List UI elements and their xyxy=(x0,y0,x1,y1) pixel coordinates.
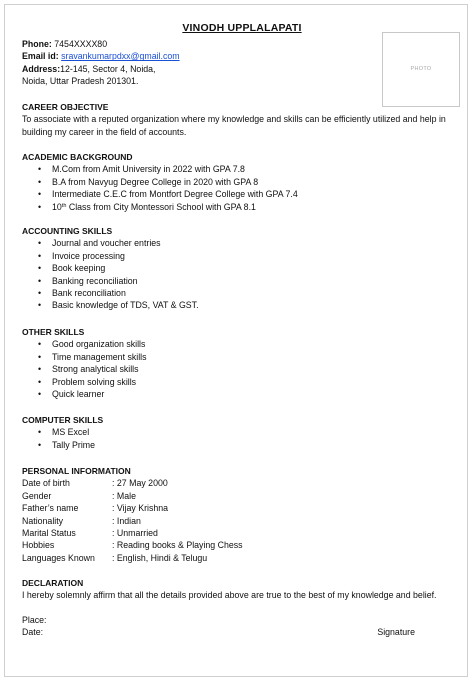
info-row-hobbies xyxy=(22,539,462,551)
list-item-text: Problem solving skills xyxy=(52,376,137,387)
bullet-icon: • xyxy=(38,201,42,212)
email-link[interactable]: sravankumarpdxx@gmail.com xyxy=(61,51,180,62)
list-item-text: Bank reconciliation xyxy=(52,288,126,299)
list-item-number: 10 xyxy=(52,201,62,212)
email-label: Email id: xyxy=(22,51,59,62)
info-value: : 27 May 2000 xyxy=(112,478,168,489)
list-item xyxy=(22,237,462,249)
list-item xyxy=(22,287,462,299)
info-row-father xyxy=(22,502,462,514)
bullet-icon: • xyxy=(38,250,42,261)
list-item-text: Book keeping xyxy=(52,263,106,274)
info-value: : Reading books & Playing Chess xyxy=(112,540,243,551)
bullet-icon: • xyxy=(38,300,42,311)
bullet-icon: • xyxy=(38,288,42,299)
career-objective-heading: CAREER OBJECTIVE xyxy=(22,102,109,112)
declaration-heading: DECLARATION xyxy=(22,578,84,588)
computer-skills-heading: COMPUTER SKILLS xyxy=(22,415,104,425)
other-skills-list xyxy=(22,338,462,400)
info-row-dob xyxy=(22,477,462,489)
declaration-section xyxy=(22,577,462,639)
list-item xyxy=(22,176,462,188)
list-item xyxy=(22,201,462,213)
date-label: Date: xyxy=(22,627,44,638)
list-item-text: Strong analytical skills xyxy=(52,364,139,375)
info-row-nationality xyxy=(22,515,462,527)
personal-info-heading: PERSONAL INFORMATION xyxy=(22,466,131,476)
list-item-text: B.A from Navyug Degree College in 2020 with GPA 8 xyxy=(52,176,259,187)
address-line-2: Noida, Uttar Pradesh 201301. xyxy=(22,76,139,87)
academic-list xyxy=(22,163,462,213)
list-item xyxy=(22,188,462,200)
list-item-text: Banking reconciliation xyxy=(52,275,138,286)
photo-placeholder xyxy=(382,32,460,107)
list-item xyxy=(22,163,462,175)
bullet-icon: • xyxy=(38,439,42,450)
info-value: : Indian xyxy=(112,515,141,526)
accounting-skills-heading: ACCOUNTING SKILLS xyxy=(22,226,113,236)
bullet-icon: • xyxy=(38,189,42,200)
bullet-icon: • xyxy=(38,263,42,274)
address-row-2 xyxy=(22,75,362,87)
ordinal-suffix: th xyxy=(61,202,67,209)
bullet-icon: • xyxy=(38,176,42,187)
list-item xyxy=(22,439,462,451)
list-item xyxy=(22,376,462,388)
other-skills-heading: OTHER SKILLS xyxy=(22,327,85,337)
bullet-icon: • xyxy=(38,238,42,249)
bullet-icon: • xyxy=(38,275,42,286)
computer-skills-list xyxy=(22,426,462,451)
academic-section xyxy=(22,151,462,213)
info-label: Nationality xyxy=(22,515,64,526)
address-row xyxy=(22,63,362,75)
list-item-text: Basic knowledge of TDS, VAT & GST. xyxy=(52,300,199,311)
info-label: Date of birth xyxy=(22,478,70,489)
list-item-text: Journal and voucher entries xyxy=(52,238,161,249)
list-item xyxy=(22,338,462,350)
computer-skills-section xyxy=(22,414,462,451)
info-value: : Male xyxy=(112,490,136,501)
info-label: Languages Known xyxy=(22,552,95,563)
info-row-gender xyxy=(22,490,462,502)
photo-label: PHOTO xyxy=(410,66,432,73)
email-row xyxy=(22,50,362,62)
resume-page xyxy=(4,4,468,677)
info-row-languages xyxy=(22,552,462,564)
list-item-text: Good organization skills xyxy=(52,339,146,350)
list-item xyxy=(22,262,462,274)
other-skills-section xyxy=(22,326,462,400)
phone-label: Phone: xyxy=(22,39,52,49)
list-item-text: MS Excel xyxy=(52,427,90,438)
info-label: Gender xyxy=(22,490,52,501)
list-item-text: Invoice processing xyxy=(52,250,125,261)
address-line-1: 12-145, Sector 4, Noida, xyxy=(60,63,156,74)
list-item xyxy=(22,351,462,363)
list-item-text: Quick learner xyxy=(52,389,105,400)
info-label: Hobbies xyxy=(22,540,55,551)
bullet-icon: • xyxy=(38,351,42,362)
bullet-icon: • xyxy=(38,364,42,375)
info-row-marital xyxy=(22,527,462,539)
accounting-skills-section xyxy=(22,225,462,312)
info-label: Marital Status xyxy=(22,528,76,539)
list-item-text: Time management skills xyxy=(52,351,147,362)
phone-value: 7454XXXX80 xyxy=(54,39,108,49)
info-label: Father’s name xyxy=(22,503,79,514)
list-item-text: M.Com from Amit University in 2022 with GPA 7.8 xyxy=(52,164,245,175)
bullet-icon: • xyxy=(38,427,42,438)
list-item xyxy=(22,388,462,400)
list-item-text: Intermediate C.E.C from Montfort Degree College with GPA 7.4 xyxy=(52,189,298,200)
bullet-icon: • xyxy=(38,164,42,175)
info-value: : Vijay Krishna xyxy=(112,503,169,514)
info-value: : Unmarried xyxy=(112,528,158,539)
personal-info-section xyxy=(22,465,462,564)
phone-row xyxy=(22,38,362,50)
signature-label: Signature xyxy=(377,627,415,638)
bullet-icon: • xyxy=(38,389,42,400)
list-item-text: Class from City Montessori School with GPA 8.1 xyxy=(66,201,256,212)
career-objective-section xyxy=(22,101,462,138)
declaration-text: I hereby solemnly affirm that all the details provided above are true to the best of my knowledge and belief. xyxy=(22,590,437,601)
address-label: Address: xyxy=(22,63,61,74)
date-signature-row xyxy=(22,626,462,638)
bullet-icon: • xyxy=(38,376,42,387)
candidate-name: VINODH UPPLALAPATI xyxy=(182,22,302,34)
bullet-icon: • xyxy=(38,339,42,350)
list-item-text: Tally Prime xyxy=(52,439,96,450)
place-label: Place: xyxy=(22,614,47,625)
list-item xyxy=(22,275,462,287)
list-item xyxy=(22,426,462,438)
list-item xyxy=(22,299,462,311)
career-objective-text: To associate with a reputed organization where my knowledge and skills can be efficiently utilized and help in building my career in the field of accounts. xyxy=(22,114,446,137)
list-item xyxy=(22,250,462,262)
accounting-skills-list xyxy=(22,237,462,311)
contact-block xyxy=(22,38,362,88)
academic-heading: ACADEMIC BACKGROUND xyxy=(22,152,133,162)
list-item xyxy=(22,363,462,375)
info-value: : English, Hindi & Telugu xyxy=(112,552,208,563)
